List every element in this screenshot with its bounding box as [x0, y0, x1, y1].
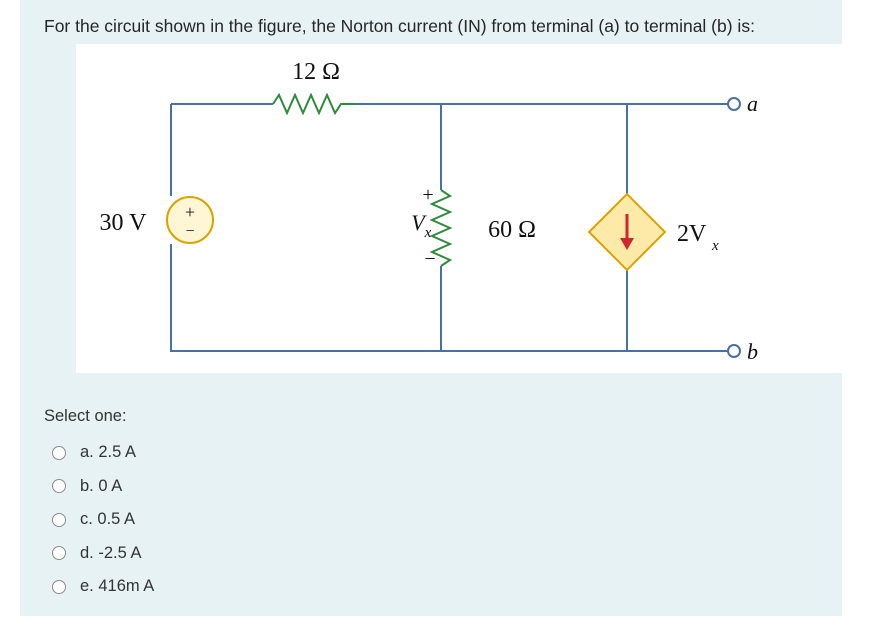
- vx-label-main: V: [411, 210, 425, 235]
- terminal-a-label: a: [747, 91, 758, 116]
- source-plus-sign: +: [184, 202, 196, 222]
- vx-label-sub: x: [424, 225, 432, 241]
- question-text: For the circuit shown in the figure, the Norton current (IN) from terminal (a) to terminal (b) is:: [44, 16, 755, 36]
- radio-option-e[interactable]: [52, 580, 66, 594]
- dep-source-label-sub: x: [712, 238, 719, 254]
- answer-options: [52, 436, 154, 604]
- option-c[interactable]: [52, 503, 154, 537]
- vx-minus-sign: −: [424, 248, 436, 270]
- source-minus-sign: −: [185, 223, 195, 240]
- resistor-12ohm-icon: [273, 95, 356, 113]
- circuit-figure: [76, 44, 848, 373]
- option-d-label: d. -2.5 A: [80, 543, 142, 562]
- option-b[interactable]: [52, 470, 154, 504]
- option-a-label: a. 2.5 A: [80, 443, 136, 462]
- option-d[interactable]: [52, 537, 154, 571]
- radio-option-b[interactable]: [52, 479, 66, 493]
- option-a[interactable]: [52, 436, 154, 470]
- voltage-source-icon: [167, 197, 213, 243]
- dep-source-label-main: 2V: [677, 221, 707, 247]
- circuit-diagram: [76, 44, 848, 373]
- option-e-label: e. 416m A: [80, 577, 155, 596]
- source-voltage-label: 30 V: [99, 210, 147, 236]
- option-b-label: b. 0 A: [80, 476, 123, 495]
- select-one-prompt: Select one:: [44, 407, 127, 425]
- option-e[interactable]: [52, 570, 154, 604]
- resistor-12-label: 12 Ω: [292, 59, 340, 85]
- radio-option-a[interactable]: [52, 446, 66, 460]
- question-panel: [20, 0, 842, 616]
- terminal-b-label: b: [747, 339, 758, 364]
- option-c-label: c. 0.5 A: [80, 510, 136, 529]
- radio-option-c[interactable]: [52, 513, 66, 527]
- terminal-b-icon: [728, 345, 740, 357]
- dependent-current-source-icon: [589, 194, 665, 270]
- vx-plus-sign: +: [422, 184, 434, 206]
- terminal-a-icon: [728, 98, 740, 110]
- resistor-60-label: 60 Ω: [488, 217, 536, 243]
- radio-option-d[interactable]: [52, 546, 66, 560]
